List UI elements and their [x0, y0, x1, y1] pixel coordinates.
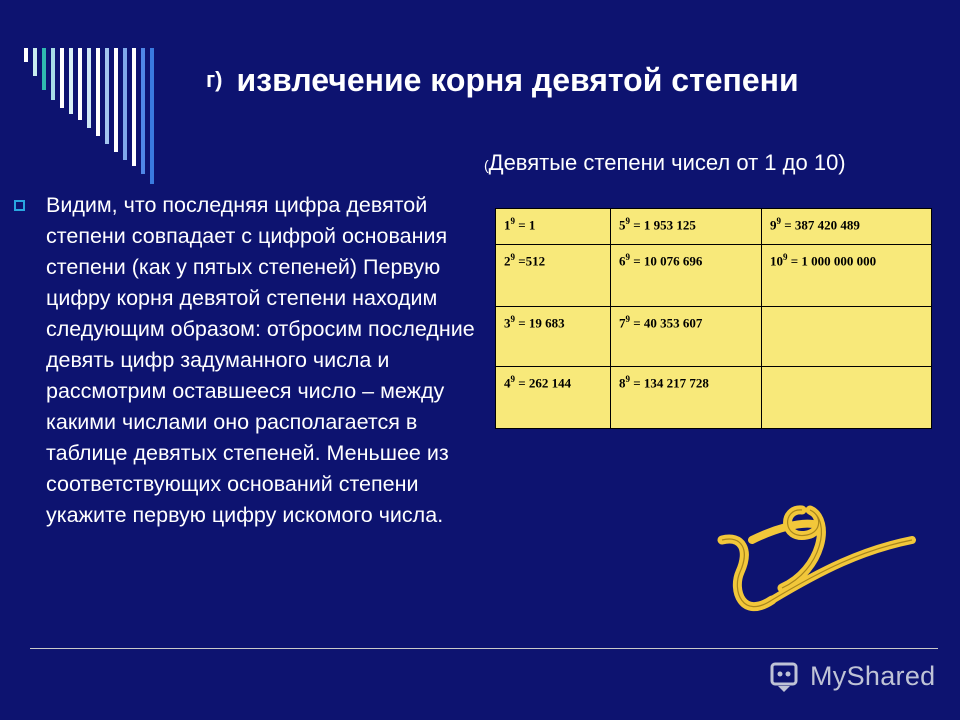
power-exponent: 9	[510, 252, 515, 262]
table-cell	[611, 367, 762, 429]
table-cell	[611, 307, 762, 367]
table-cell	[762, 245, 932, 307]
nine-figure-decoration	[712, 480, 932, 640]
power-base: 6	[619, 253, 626, 269]
myshared-logo-icon	[768, 658, 804, 694]
table-cell	[496, 367, 611, 429]
table-cell	[496, 245, 611, 307]
power-base: 9	[770, 217, 777, 233]
power-exponent: 9	[625, 374, 630, 384]
slide-title	[206, 62, 946, 99]
table-cell	[762, 307, 932, 367]
explanation-paragraph: Видим, что последняя цифра девятой степени совпадает с цифрой основания степени (как у пятых степеней) Первую цифру корня девятой степени находим следующим образом: отбросим последние девять цифр задуманного числа и рассмотрим оставшееся число – между какими числами оно располагается в таблице девятых степеней. Меньшее из соответствующих оснований степени укажите первую цифру искомого числа.	[46, 193, 475, 527]
power-value: = 1 953 125	[630, 217, 696, 233]
power-value: = 10 076 696	[630, 253, 703, 269]
myshared-logo-text: MyShared	[810, 660, 936, 691]
caption-text: Девятые степени чисел от 1 до 10)	[488, 150, 846, 175]
title-text: извлечение корня девятой степени	[236, 62, 799, 98]
table-cell	[762, 209, 932, 245]
power-value: = 134 217 728	[630, 375, 709, 391]
power-exponent: 9	[625, 252, 630, 262]
power-exponent: 9	[783, 252, 788, 262]
table-row	[496, 245, 932, 307]
power-base: 2	[504, 253, 511, 269]
table-caption	[484, 150, 924, 176]
power-base: 4	[504, 375, 511, 391]
power-base: 7	[619, 315, 626, 331]
myshared-logo	[768, 656, 935, 696]
power-exponent: 9	[510, 314, 515, 324]
power-value: = 40 353 607	[630, 315, 703, 331]
table-cell	[496, 209, 611, 245]
ninth-powers-table	[495, 208, 932, 429]
power-base: 8	[619, 375, 626, 391]
table-row	[496, 307, 932, 367]
power-exponent: 9	[510, 374, 515, 384]
table-cell	[611, 209, 762, 245]
table-row	[496, 209, 932, 245]
power-exponent: 9	[625, 216, 630, 226]
power-value: =512	[515, 253, 546, 269]
square-bullet-icon	[14, 200, 25, 211]
power-value: = 1	[515, 217, 536, 233]
power-base: 3	[504, 315, 511, 331]
power-value: = 262 144	[515, 375, 572, 391]
decorative-stripes	[0, 0, 170, 200]
power-value: = 387 420 489	[781, 217, 860, 233]
power-base: 5	[619, 217, 626, 233]
caption-open-paren: (	[484, 157, 489, 173]
power-base: 1	[504, 217, 511, 233]
power-exponent: 9	[776, 216, 781, 226]
table-cell	[496, 307, 611, 367]
power-value: = 19 683	[515, 315, 565, 331]
table-cell	[611, 245, 762, 307]
table-row	[496, 367, 932, 429]
table-cell	[762, 367, 932, 429]
power-value: = 1 000 000 000	[787, 253, 877, 269]
footer-divider	[30, 648, 938, 649]
power-exponent: 9	[625, 314, 630, 324]
power-exponent: 9	[510, 216, 515, 226]
power-base: 10	[770, 253, 783, 269]
title-prefix: г)	[206, 67, 223, 92]
